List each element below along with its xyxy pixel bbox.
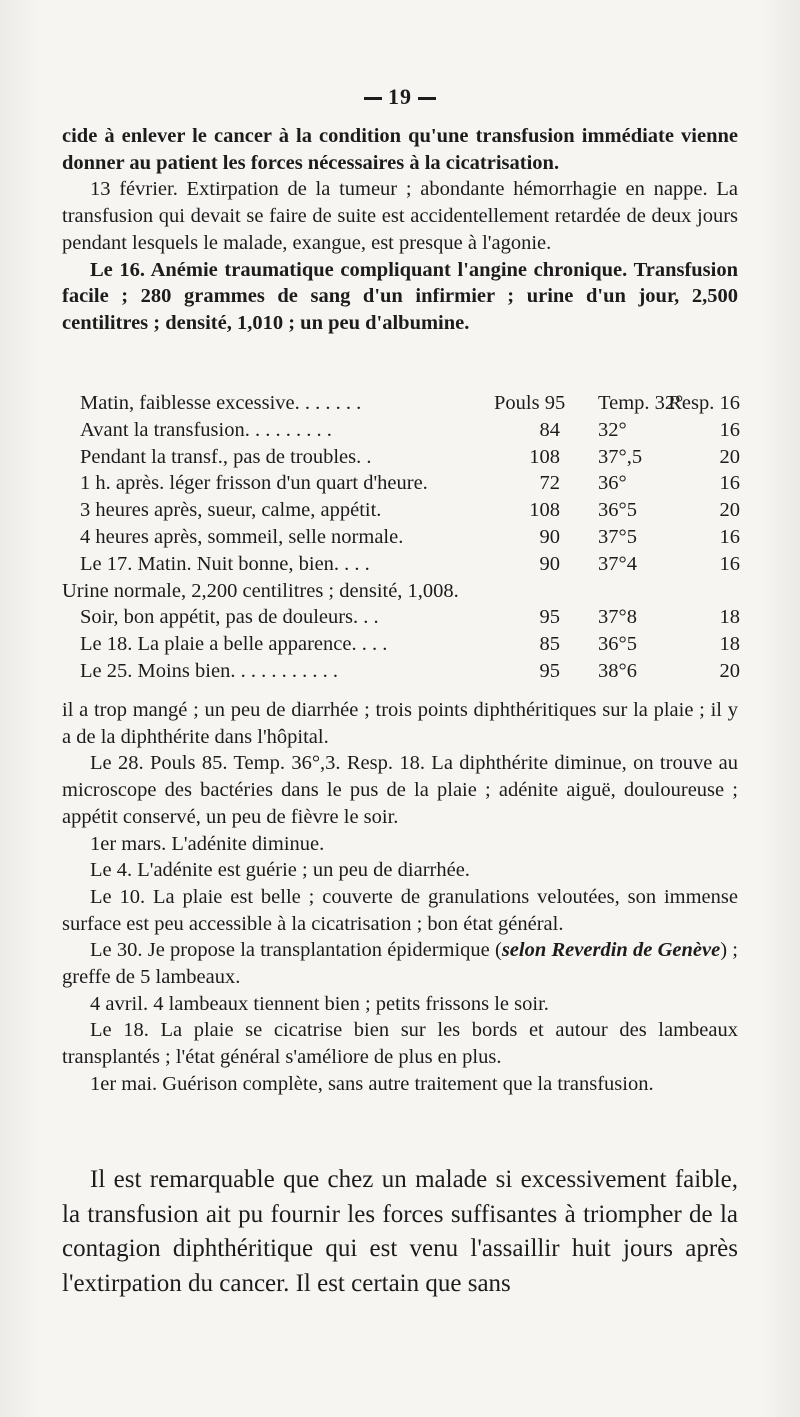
table-urine-line xyxy=(62,578,742,605)
body-paragraph-1: il a trop mangé ; un peu de diarrhée ; trois points diphthéritiques sur la plaie ; il y a de la diphthérite dans l'hôpital. xyxy=(62,699,738,748)
table-row xyxy=(62,604,742,631)
row-pouls: 85 xyxy=(539,633,560,656)
intro-paragraph-2: 13 février. Extirpation de la tumeur ; abondante hémorrhagie en nappe. La transfusion qui devait se faire de suite est accidentellement retardée de deux jours pendant lesquels le malade, exangue, est presque à l'agonie. xyxy=(62,178,738,254)
row-pouls: 90 xyxy=(539,525,560,548)
table-row xyxy=(62,658,742,685)
page-number-dash-left xyxy=(364,97,382,100)
row-pouls: 84 xyxy=(539,418,560,441)
row-pouls: 95 xyxy=(539,659,560,682)
table-row xyxy=(62,444,742,471)
table-row xyxy=(62,551,742,578)
body-paragraph-2: Le 28. Pouls 85. Temp. 36°,3. Resp. 18. La diphthérite diminue, on trouve au microscope des bactéries dans le pus de la plaie ; adénite aiguë, douloureuse ; appétit conservé, un peu de fièvre le soir. xyxy=(62,752,738,828)
page-number-text: 19 xyxy=(388,84,412,109)
row-temp: Temp. 32° xyxy=(598,392,684,414)
body-section xyxy=(62,697,738,1098)
table-row xyxy=(62,390,742,417)
row-label: Soir, bon appétit, pas de douleurs. . . xyxy=(80,606,379,629)
table-row xyxy=(62,524,742,551)
row-temp: 38°6 xyxy=(598,659,637,682)
row-resp: 16 xyxy=(719,552,740,575)
conclusion-paragraph: Il est remarquable que chez un malade si excessivement faible, la transfusion ait pu fournir les forces suffisantes à triompher de la contagion diphthéritique qui est venu l'assaillir huit jours après l'extirpation du cancer. Il est certain que sans xyxy=(62,1166,738,1297)
page-number xyxy=(0,84,800,110)
urine-text: Urine normale, 2,200 centilitres ; densité, 1,008. xyxy=(62,579,459,602)
row-label: 3 heures après, sueur, calme, appétit. xyxy=(80,499,382,522)
row-label: Avant la transfusion. . . . . . . . . xyxy=(80,418,332,441)
body-paragraph-6 xyxy=(62,937,738,990)
body-paragraph-9: 1er mai. Guérison complète, sans autre traitement que la transfusion. xyxy=(90,1072,654,1095)
vitals-table xyxy=(62,390,742,685)
row-temp: 36° xyxy=(598,472,627,495)
row-resp: 16 xyxy=(719,472,740,495)
body-paragraph-8: Le 18. La plaie se cicatrise bien sur les bords et autour des lambeaux transplantés ; l'état général s'améliore de plus en plus. xyxy=(62,1019,738,1069)
row-pouls: 108 xyxy=(529,499,560,522)
row-resp: 18 xyxy=(719,606,740,629)
table-row xyxy=(62,497,742,524)
row-label: Le 25. Moins bien. . . . . . . . . . . xyxy=(80,659,338,682)
row-label: 1 h. après. léger frisson d'un quart d'heure. xyxy=(80,472,428,495)
row-resp: 20 xyxy=(719,499,740,522)
row-resp: 20 xyxy=(719,659,740,682)
row-resp: 16 xyxy=(719,525,740,548)
row-temp: 37°4 xyxy=(598,552,637,575)
body-paragraph-3: 1er mars. L'adénite diminue. xyxy=(90,832,325,855)
row-pouls: 95 xyxy=(539,606,560,629)
body-paragraph-6-end: ) ; greffe de 5 lambeaux. xyxy=(62,939,738,989)
body-paragraph-6-start: Le 30. Je propose la transplantation épidermique ( xyxy=(90,939,502,962)
page-number-dash-right xyxy=(418,97,436,100)
table-row xyxy=(62,631,742,658)
row-temp: 36°5 xyxy=(598,633,637,656)
intro-paragraph-3: Le 16. Anémie traumatique compliquant l'angine chronique. Transfusion facile ; 280 grammes de sang d'un infirmier ; urine d'un jour, 2,500 centilitres ; densité, 1,010 ; un peu d'albumine. xyxy=(62,258,738,334)
row-pouls: 108 xyxy=(529,445,560,468)
table-row xyxy=(62,470,742,497)
row-pouls: 72 xyxy=(539,472,560,495)
row-temp: 37°5 xyxy=(598,525,637,548)
row-temp: 37°,5 xyxy=(598,445,643,468)
row-temp: 36°5 xyxy=(598,499,637,522)
intro-paragraph-1: cide à enlever le cancer à la condition qu'une transfusion immédiate vienne donner au patient les forces nécessaires à la cicatrisation. xyxy=(62,125,738,174)
body-paragraph-5: Le 10. La plaie est belle ; couverte de granulations veloutées, son immense surface est peu accessible à la cicatrisation ; bon état général. xyxy=(62,885,738,935)
row-label: Pendant la transf., pas de troubles. . xyxy=(80,445,372,468)
row-label: Le 17. Matin. Nuit bonne, bien. . . . xyxy=(80,552,370,575)
row-resp: 16 xyxy=(719,418,740,441)
table-row xyxy=(62,417,742,444)
intro-section xyxy=(62,123,738,337)
row-label: Le 18. La plaie a belle apparence. . . . xyxy=(80,633,388,656)
row-temp: 32° xyxy=(598,418,627,441)
row-resp: 18 xyxy=(719,633,740,656)
row-pouls: Pouls 95 xyxy=(494,392,566,414)
row-pouls: 90 xyxy=(539,552,560,575)
conclusion-section xyxy=(62,1163,738,1301)
row-resp: Resp. 16 xyxy=(668,392,740,414)
row-label: 4 heures après, sommeil, selle normale. xyxy=(80,525,404,548)
body-paragraph-6-reference: selon Reverdin de Genève xyxy=(501,939,721,962)
row-temp: 37°8 xyxy=(598,606,637,629)
row-label: Matin, faiblesse excessive. . . . . . . xyxy=(80,392,362,414)
body-paragraph-4: Le 4. L'adénite est guérie ; un peu de diarrhée. xyxy=(90,859,470,882)
body-paragraph-7: 4 avril. 4 lambeaux tiennent bien ; petits frissons le soir. xyxy=(90,992,549,1015)
row-resp: 20 xyxy=(719,445,740,468)
